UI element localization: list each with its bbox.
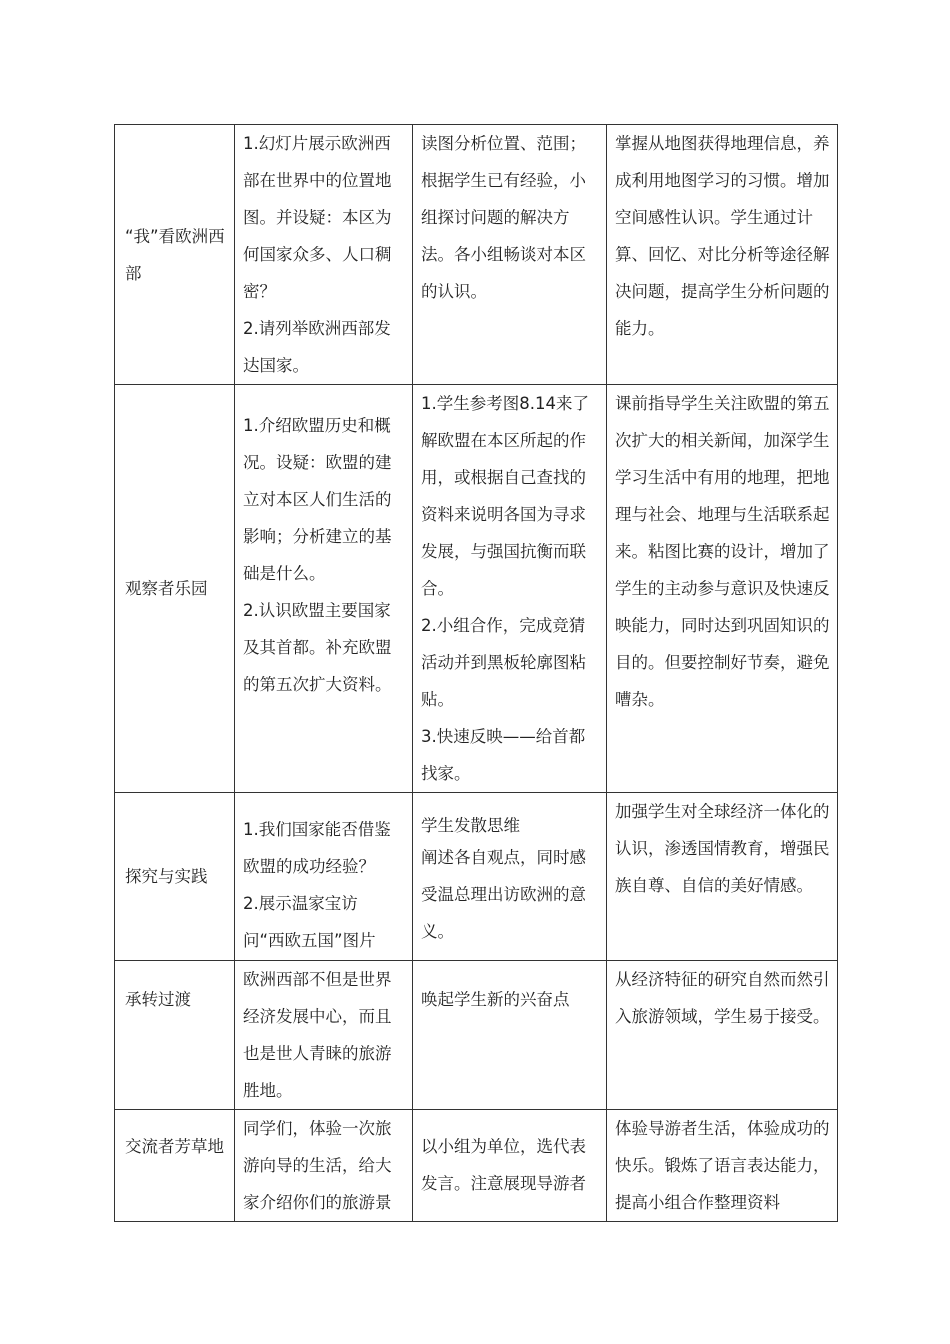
table-row [115,961,838,1110]
design-intent-cell: 从经济特征的研究自然而然引入旅游领域，学生易于接受。 [607,961,838,1110]
lesson-plan-table [114,124,838,1222]
table-row [115,125,838,385]
stage-cell: “我”看欧洲西部 [115,125,235,385]
stage-cell: 承转过渡 [115,961,235,1110]
student-activity-cell: 学生发散思维 阐述各自观点，同时感受温总理出访欧洲的意义。 [413,793,607,961]
table-row [115,1110,838,1222]
student-activity-cell: 以小组为单位，选代表发言。注意展现导游者 [413,1110,607,1222]
design-intent-cell: 课前指导学生关注欧盟的第五次扩大的相关新闻，加深学生学习生活中有用的地理，把地理与社会、地理与生活联系起来。粘图比赛的设计，增加了学生的主动参与意识及快速反映能力，同时达到巩固知识的目的。但要控制好节奏，避免嘈杂。 [607,385,838,793]
table-row [115,793,838,961]
student-activity-cell: 唤起学生新的兴奋点 [413,961,607,1110]
design-intent-cell: 掌握从地图获得地理信息，养成利用地图学习的习惯。增加空间感性认识。学生通过计算、回忆、对比分析等途径解决问题，提高学生分析问题的能力。 [607,125,838,385]
design-intent-cell: 加强学生对全球经济一体化的认识，渗透国情教育，增强民族自尊、自信的美好情感。 [607,793,838,961]
design-intent-cell: 体验导游者生活，体验成功的快乐。锻炼了语言表达能力，提高小组合作整理资料 [607,1110,838,1222]
stage-cell: 交流者芳草地 [115,1110,235,1222]
stage-cell: 探究与实践 [115,793,235,961]
student-activity-cell: 读图分析位置、范围；根据学生已有经验，小组探讨问题的解决方法。各小组畅谈对本区的认识。 [413,125,607,385]
teacher-activity-cell: 1.介绍欧盟历史和概况。设疑：欧盟的建立对本区人们生活的影响；分析建立的基础是什么。 2.认识欧盟主要国家及其首都。补充欧盟的第五次扩大资料。 [235,385,413,793]
student-activity-cell: 1.学生参考图8.14来了解欧盟在本区所起的作用，或根据自己查找的资料来说明各国为寻求发展，与强国抗衡而联合。 2.小组合作，完成竞猜活动并到黑板轮廓图粘贴。 3.快速反映——给首都找家。 [413,385,607,793]
teacher-activity-cell: 1.我们国家能否借鉴欧盟的成功经验？ 2.展示温家宝访问“西欧五国”图片 [235,793,413,961]
stage-cell: 观察者乐园 [115,385,235,793]
teacher-activity-cell: 同学们，体验一次旅游向导的生活，给大家介绍你们的旅游景 [235,1110,413,1222]
table-row [115,385,838,793]
teacher-activity-cell: 欧洲西部不但是世界经济发展中心，而且也是世人青睐的旅游胜地。 [235,961,413,1110]
teacher-activity-cell: 1.幻灯片展示欧洲西部在世界中的位置地图。并设疑：本区为何国家众多、人口稠密？ 2.请列举欧洲西部发达国家。 [235,125,413,385]
